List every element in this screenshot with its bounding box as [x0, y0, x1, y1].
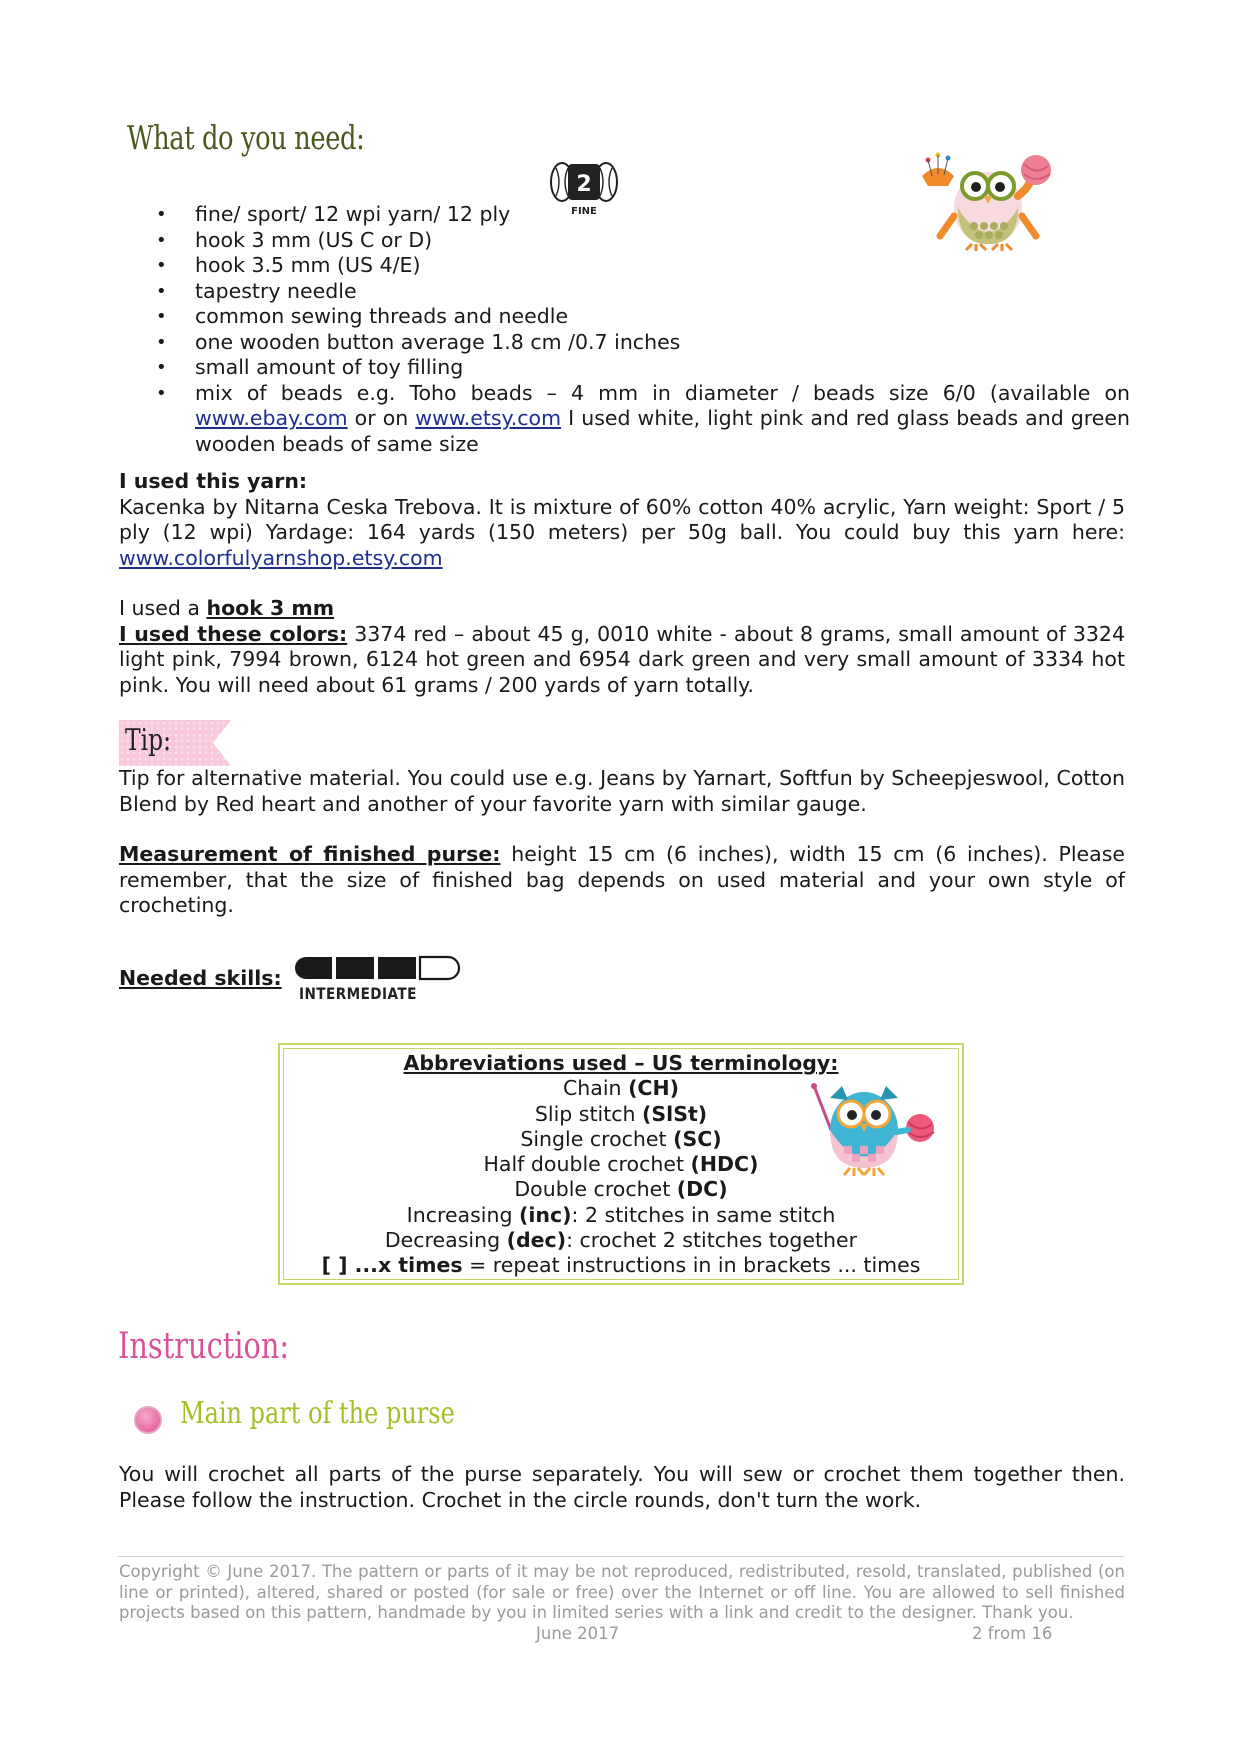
list-item: • small amount of toy filling	[150, 355, 1130, 381]
materials-list	[150, 202, 1130, 457]
section-heading-instruction: Instruction:	[118, 1326, 290, 1367]
pink-bullet-icon	[134, 1406, 162, 1434]
colors-paragraph: I used these colors: 3374 red – about 45 g, 0010 white - about 8 grams, small amount of 3324 light pink, 7994 brown, 6124 hot green and 6954 dark green and very small amount of 3334 hot pink. You will need about 61 grams / 200 yards of yarn totally.	[119, 621, 1126, 697]
yarn-heading: I used this yarn:	[119, 469, 308, 493]
abbreviations-title: Abbreviations used – US terminology:	[403, 1051, 839, 1075]
footer-page-number: 2 from 16	[972, 1624, 1053, 1643]
list-item: • tapestry needle	[150, 279, 1130, 305]
abbreviation-row: Increasing (inc): 2 stitches in same stitch	[406, 1202, 836, 1227]
measurement-paragraph: Measurement of finished purse: height 15 cm (6 inches), width 15 cm (6 inches). Please remember, that the size of finished bag depends on used material and your own style of crocheting.	[119, 842, 1126, 917]
abbreviation-row: Decreasing (dec): crochet 2 stitches together	[384, 1228, 858, 1253]
skill-level-bar	[294, 955, 470, 981]
footer-divider	[118, 1556, 1124, 1557]
tip-text: Tip for alternative material. You could use e.g. Jeans by Yarnart, Softfun by Scheepjeswool, Cotton Blend by Red heart and another of your favorite yarn with similar gauge.	[119, 766, 1125, 816]
colorfulyarnshop-link[interactable]: www.colorfulyarnshop.etsy.com	[119, 545, 443, 570]
yarn-weight-number: 2	[576, 172, 592, 197]
ebay-link[interactable]: www.ebay.com	[195, 406, 348, 430]
measurement-label: Measurement of finished purse:	[119, 842, 501, 866]
hook-line: I used a hook 3 mm	[119, 596, 335, 620]
skill-segment-empty	[420, 957, 459, 979]
list-item: • hook 3.5 mm (US 4/E)	[150, 253, 1130, 279]
list-item: • common sewing threads and needle	[150, 304, 1130, 330]
tip-label: Tip:	[125, 723, 171, 758]
skill-level-text: INTERMEDIATE	[299, 984, 417, 1003]
abbreviation-row: [ ] ...x times = repeat instructions in in brackets ... times	[321, 1253, 921, 1278]
footer	[119, 1562, 1125, 1624]
subheading-main-part: Main part of the purse	[180, 1396, 455, 1431]
yarn-weight-label: FINE	[571, 206, 597, 217]
abbreviation-row: Slip stitch (SlSt)	[534, 1101, 708, 1126]
yarn-section	[119, 469, 1125, 571]
hook-colors-section	[119, 596, 1125, 698]
footer-date: June 2017	[536, 1624, 620, 1643]
needed-skills-label: Needed skills:	[119, 966, 282, 990]
instruction-text: You will crochet all parts of the purse separately. You will sew or crochet them together then. Please follow the instruction. Crochet in the circle rounds, don't turn the work.	[119, 1462, 1125, 1512]
owl-with-knitting-needle-icon	[808, 1078, 940, 1178]
list-item: • one wooden button average 1.8 cm /0.7 inches	[150, 330, 1130, 356]
abbreviation-row: Half double crochet (HDC)	[483, 1152, 759, 1177]
section-heading-what-you-need: What do you need:	[127, 118, 365, 157]
etsy-link[interactable]: www.etsy.com	[415, 406, 562, 430]
hook-value: hook 3 mm	[206, 596, 335, 620]
abbreviation-row: Single crochet (SC)	[520, 1126, 722, 1151]
abbreviation-row: Chain (CH)	[562, 1076, 680, 1101]
list-item-beads: • mix of beads e.g. Toho beads – 4 mm in diameter / beads size 6/0 (available on www.ebay.com or on www.etsy.com I used white, light pink and red glass beads and green wooden beads of same size	[150, 381, 1130, 458]
colors-label: I used these colors:	[119, 621, 348, 646]
yarn-description: Kacenka by Nitarna Ceska Trebova. It is mixture of 60% cotton 40% acrylic, Yarn weight: Sport / 5 ply (12 wpi) Yardage: 164 yards (150 meters) per 50g ball. You could buy this yarn here: www.colorfulyarnshop.etsy.com	[119, 494, 1125, 570]
abbreviation-row: Double crochet (DC)	[514, 1177, 728, 1202]
list-item: • hook 3 mm (US C or D)	[150, 228, 1130, 254]
skill-segment-filled	[336, 957, 374, 979]
list-item: • fine/ sport/ 12 wpi yarn/ 12 ply	[150, 202, 1130, 228]
footer-copyright: Copyright © June 2017. The pattern or parts of it may be not reproduced, redistributed, resold, translated, published (on line or printed), altered, shared or posted (for sale or free) over the Internet or off line. You are allowed to sell finished projects based on this pattern, handmade by you in limited series with a link and credit to the designer. Thank you.	[119, 1562, 1125, 1622]
skill-segment-filled	[295, 957, 332, 979]
skill-segment-filled	[378, 957, 416, 979]
